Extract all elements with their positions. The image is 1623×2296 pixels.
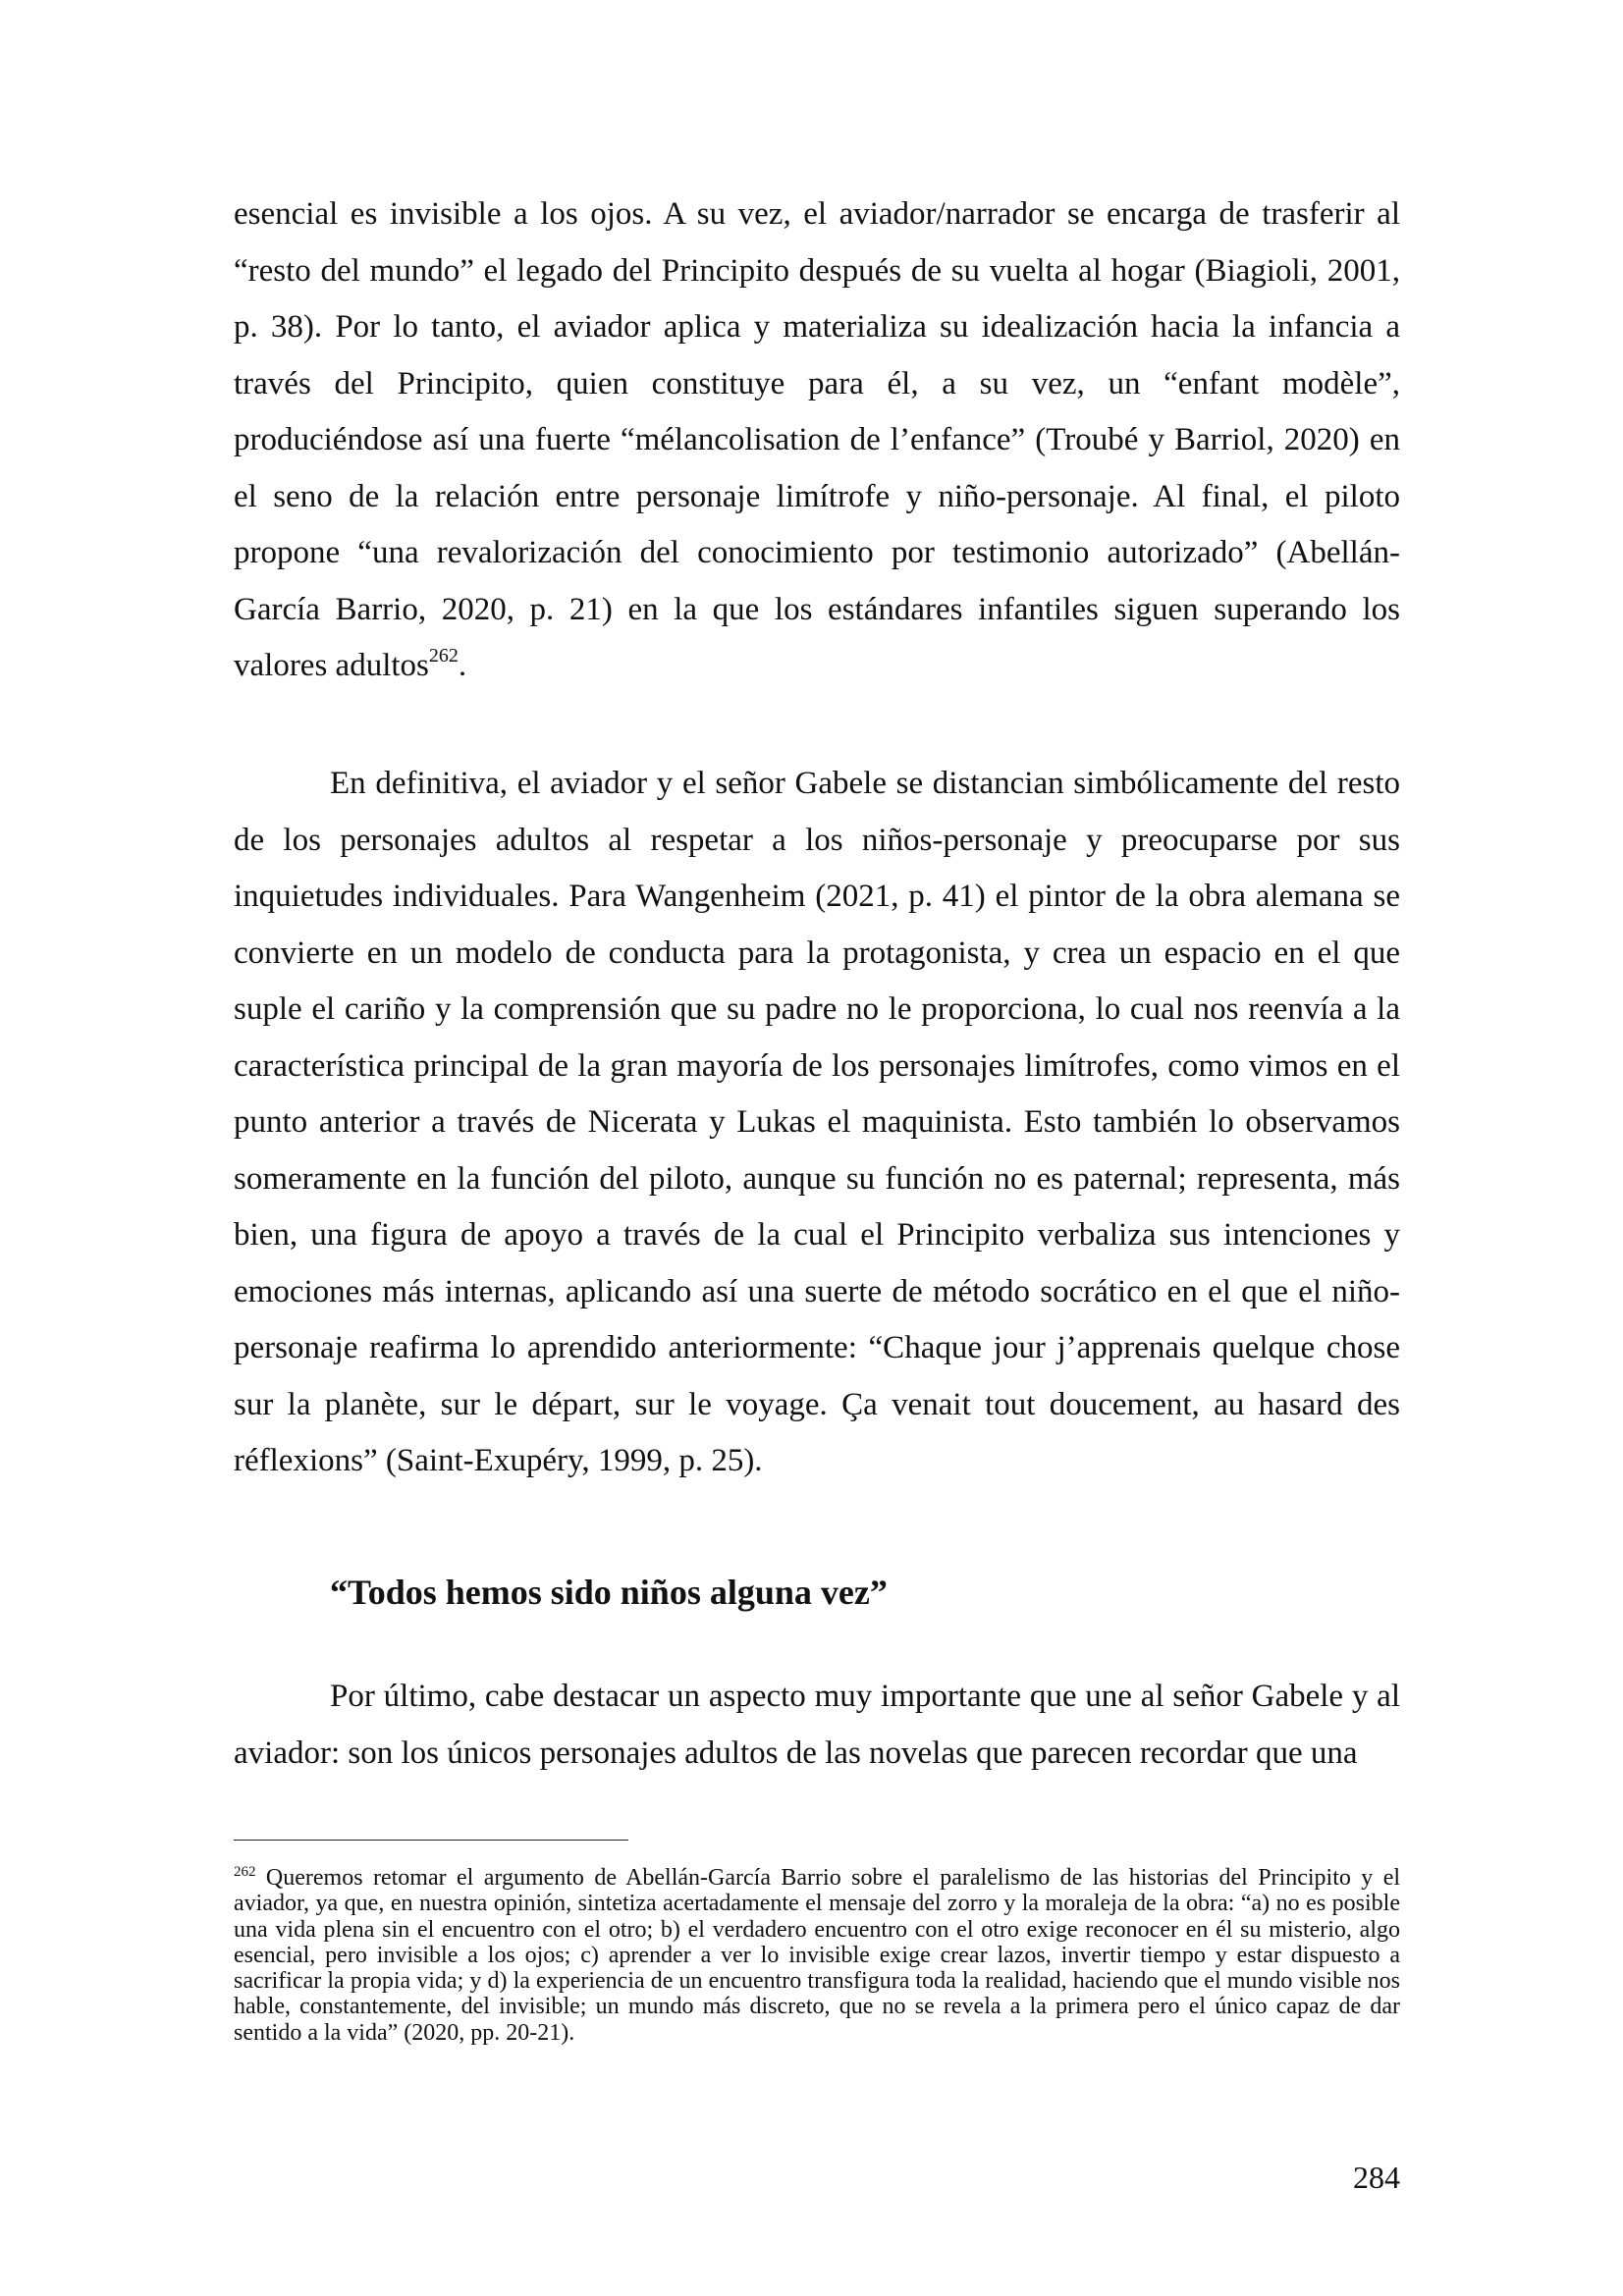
body-paragraph-2: En definitiva, el aviador y el señor Gabele se distancian simbólicamente del resto de los personajes adultos al respetar a los niños-personaje y preocuparse por sus inquietudes individuales. Para Wangenheim (2021, p. 41) el pintor de la obra alemana se convierte en un modelo de conducta para la protagonista, y crea un espacio en el que suple el cariño y la comprensión que su padre no le proporciona, lo cual nos reenvía a la característica principal de la gran mayoría de los personajes limítrofes, como vimos en el punto anterior a través de Nicerata y Lukas el maquinista. Esto también lo observamos someramente en la función del piloto, aunque su función no es paternal; representa, más bien, una figura de apoyo a través de la cual el Principito verbaliza sus intenciones y emociones más internas, aplicando así una suerte de método socrático en el que el niño-personaje reafirma lo aprendido anteriormente: “Chaque jour j’apprenais quelque chose sur la planète, sur le départ, sur le voyage. Ça venait tout doucement, au hasard des réflexions” (Saint-Exupéry, 1999, p. 25).: [234, 766, 1400, 1478]
paragraph-1-tail: .: [458, 648, 467, 683]
body-paragraph-1: [234, 187, 1400, 695]
footnote-text: Queremos retomar el argumento de Abellán-García Barrio sobre el paralelismo de las historias del Principito y el aviador, ya que, en nuestra opinión, sintetiza acertadamente el mensaje del zorro y la moraleja de la obra: “a) no es posible una vida plena sin el encuentro con el otro; b) el verdadero encuentro con el otro exige reconocer en él su misterio, algo esencial, pero invisible a los ojos; c) aprender a ver lo invisible exige crear lazos, invertir tiempo y estar dispuesto a sacrificar la propia vida; y d) la experiencia de un encuentro transfigura toda la realidad, haciendo que el mundo visible nos hable, constantemente, del invisible; un mundo más discreto, que no se revela a la primera pero el único capaz de dar sentido a la vida” (2020, pp. 20-21).: [234, 1865, 1401, 2046]
footnote: [234, 1865, 1400, 2046]
page-number: 284: [1353, 2160, 1400, 2195]
footnote-reference[interactable]: 262: [428, 645, 459, 667]
section-heading: “Todos hemos sido niños alguna vez”: [330, 1573, 888, 1612]
body-paragraph-3: Por último, cabe destacar un aspecto muy importante que une al señor Gabele y al aviador: son los únicos personajes adultos de las novelas que parecen recordar que una: [234, 1679, 1400, 1771]
paragraph-1-text: esencial es invisible a los ojos. A su vez, el aviador/narrador se encarga de trasferir al “resto del mundo” el legado del Principito después de su vuelta al hogar (Biagioli, 2001, p. 38). Por lo tanto, el aviador aplica y materializa su idealización hacia la infancia a través del Principito, quien constituye para él, a su vez, un “enfant modèle”, produciéndose así una fuerte “mélancolisation de l’enfance” (Troubé y Barriol, 2020) en el seno de la relación entre personaje limítrofe y niño-personaje. Al final, el piloto propone “una revalorización del conocimiento por testimonio autorizado” (Abellán-García Barrio, 2020, p. 21) en la que los estándares infantiles siguen superando los valores adultos: [234, 196, 1400, 683]
footnote-number: 262: [234, 1864, 256, 1880]
footnote-separator: [234, 1840, 628, 1841]
